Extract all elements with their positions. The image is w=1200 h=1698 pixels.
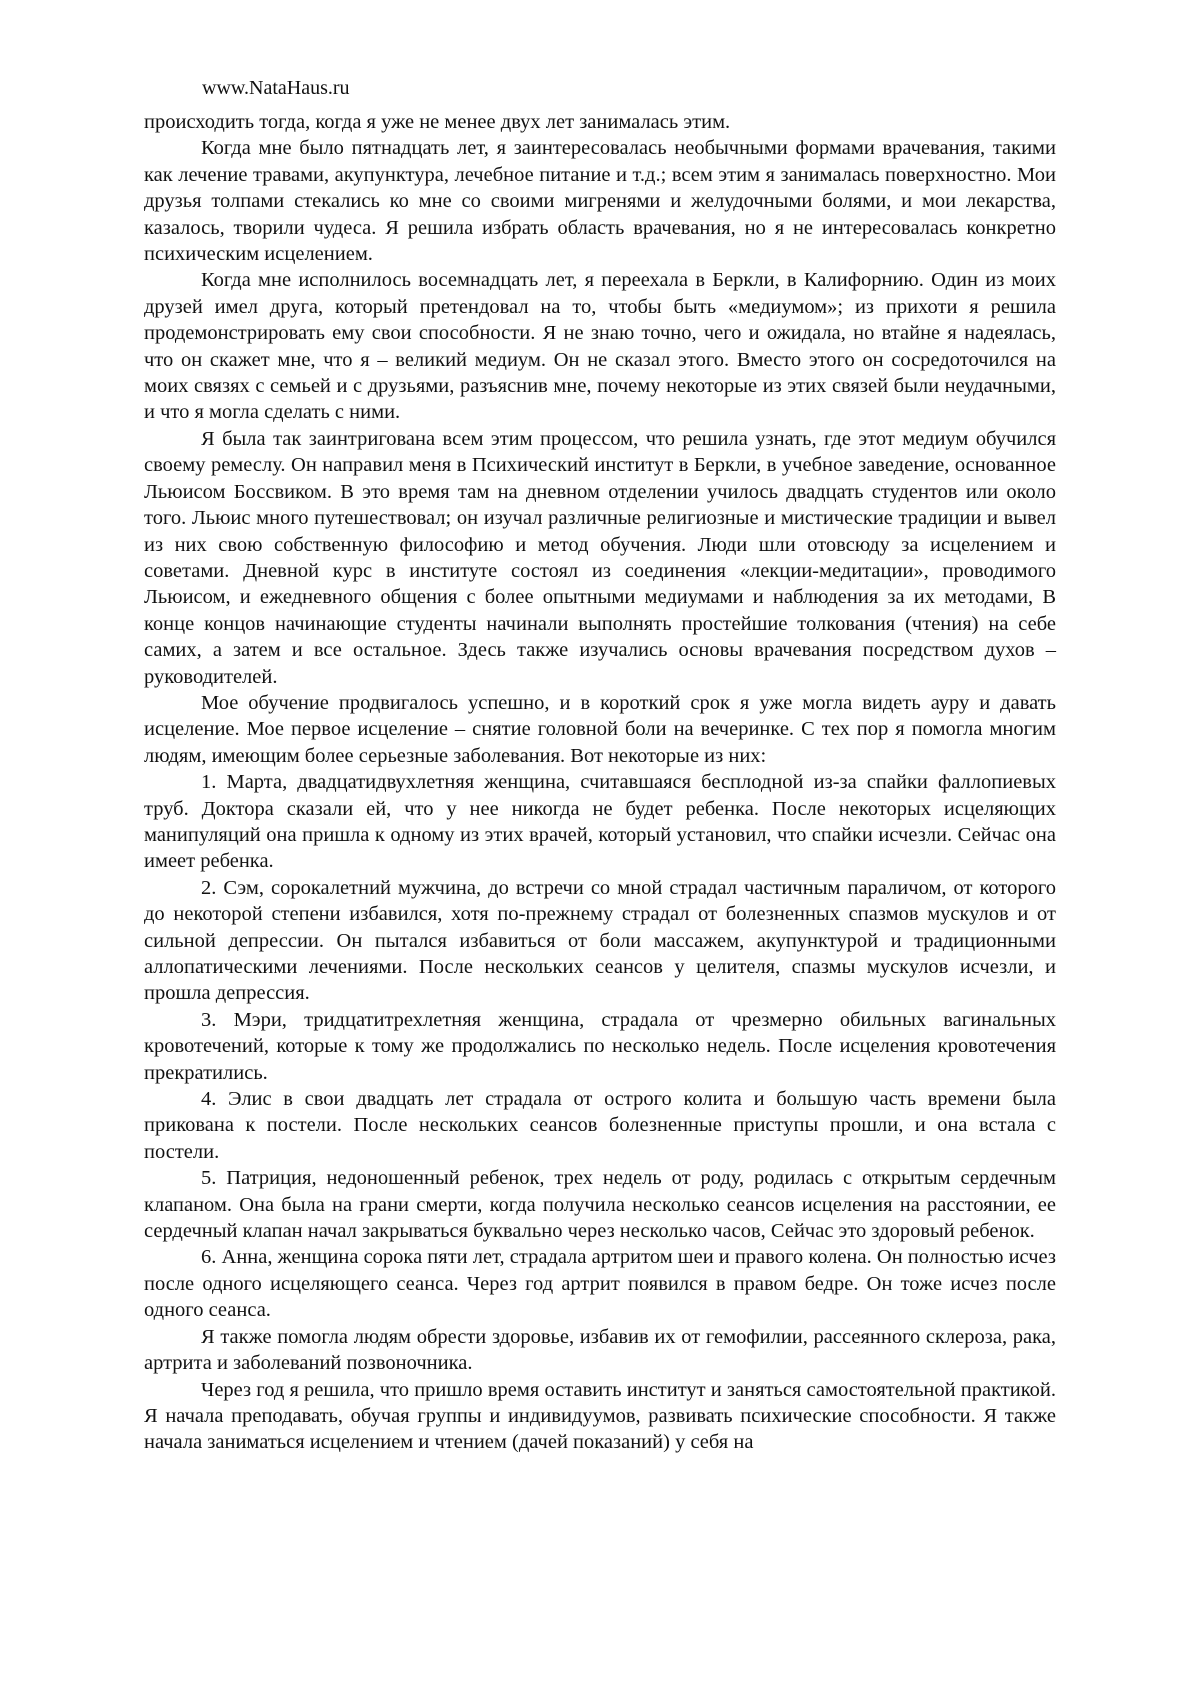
list-item-paragraph: 4. Элис в свои двадцать лет страдала от острого колита и большую часть времени была прикована к постели. После нескольких сеансов болезненные приступы прошли, и она встала с постели. <box>144 1088 1056 1163</box>
list-item-paragraph: 6. Анна, женщина сорока пяти лет, страдала артритом шеи и правого колена. Он полностью исчез после одного исцеляющего сеанса. Через год артрит появился в правом бедре. Он тоже исчез после одного сеанса. <box>144 1246 1056 1322</box>
list-item-paragraph: 1. Марта, двадцатидвухлетняя женщина, считавшаяся бесплодной из-за спайки фаллопиевых труб. Доктора сказали ей, что у нее никогда не будет ребенка. После некоторых исцеляющих манипуляций она пришла к одному из этих врачей, который установил, что спайки исчезли. Сейчас она имеет ребенка. <box>144 771 1056 873</box>
paragraph: Я также помогла людям обрести здоровье, избавив их от гемофилии, рассеянного склероза, рака, артрита и заболеваний позвоночника. <box>144 1325 1056 1375</box>
paragraph-continuation: происходить тогда, когда я уже не менее двух лет занималась этим. <box>144 111 731 133</box>
paragraph: Через год я решила, что пришло время оставить институт и заняться самостоятельной практикой. Я начала преподавать, обучая группы и индивидуумов, развивать психические способности. Я также начала заниматься исцелением и чтением (дачей показаний) у себя на <box>144 1378 1056 1454</box>
paragraph: Мое обучение продвигалось успешно, и в короткий срок я уже могла видеть ауру и давать исцеление. Мое первое исцеление – снятие головной боли на вечеринке. С тех пор я помогла многим людям, имеющим более серьезные заболевания. Вот некоторые из них: <box>144 691 1056 767</box>
list-item-paragraph: 2. Сэм, сорокалетний мужчина, до встречи со мной страдал частичным параличом, от которого до некоторой степени избавился, хотя по-прежнему страдал от болезненных спазмов мускулов и от сильной депрессии. Он пытался избавиться от боли массажем, акупунктурой и традиционными аллопатическими лечениями. После нескольких сеансов у целителя, спазмы мускулов исчезли, и прошла депрессия. <box>144 876 1056 1005</box>
paragraph: Когда мне было пятнадцать лет, я заинтересовалась необычными формами врачевания, такими как лечение травами, акупунктура, лечебное питание и т.д.; всем этим я занималась поверхностно. Мои друзья толпами стекались ко мне со своими мигренями и желудочными болями, и мои лекарства, казалось, творили чудеса. Я решила избрать область врачевания, но я не интересовалась конкретно психическим исцелением. <box>144 137 1056 266</box>
list-item-paragraph: 5. Патриция, недоношенный ребенок, трех недель от роду, родилась с открытым сердечным клапаном. Она была на грани смерти, когда получила несколько сеансов исцеления на расстоянии, ее сердечный клапан начал закрываться буквально через несколько часов, Сейчас это здоровый ребенок. <box>144 1167 1056 1243</box>
paragraph: Когда мне исполнилось восемнадцать лет, я переехала в Беркли, в Калифорнию. Один из моих друзей имел друга, который претендовал на то, чтобы быть «медиумом»; из прихоти я решила продемонстрировать ему свои способности. Я не знаю точно, чего и ожидала, но втайне я надеялась, что он скажет мне, что я – великий медиум. Он не сказал этого. Вместо этого он сосредоточился на моих связях с семьей и с друзьями, разъяснив мне, почему некоторые из этих связей были неудачными, и что я могла сделать с ними. <box>144 269 1056 424</box>
paragraph: Я была так заинтригована всем этим процессом, что решила узнать, где этот медиум обучился своему ремеслу. Он направил меня в Психический институт в Беркли, в учебное заведение, основанное Льюисом Боссвиком. В это время там на дневном отделении училось двадцать студентов или около того. Льюис много путешествовал; он изучал различные религиозные и мистические традиции и вывел из них свою собственную философию и метод обучения. Люди шли отовсюду за исцелением и советами. Дневной курс в институте состоял из соединения «лекции-медитации», проводимого Льюисом, и ежедневного общения с более опытными медиумами и наблюдения за их методами, В конце концов начинающие студенты начинали выполнять простейшие толкования (чтения) на себе самих, а затем и все остальное. Здесь также изучались основы врачевания посредством духов – руководителей. <box>144 427 1056 688</box>
body-text <box>144 109 1056 1456</box>
page-header-url: www.NataHaus.ru <box>202 77 350 99</box>
list-item-paragraph: 3. Мэри, тридцатитрехлетняя женщина, страдала от чрезмерно обильных вагинальных кровотечений, которые к тому же продолжались по несколько недель. После исцеления кровотечения прекратились. <box>144 1008 1056 1084</box>
